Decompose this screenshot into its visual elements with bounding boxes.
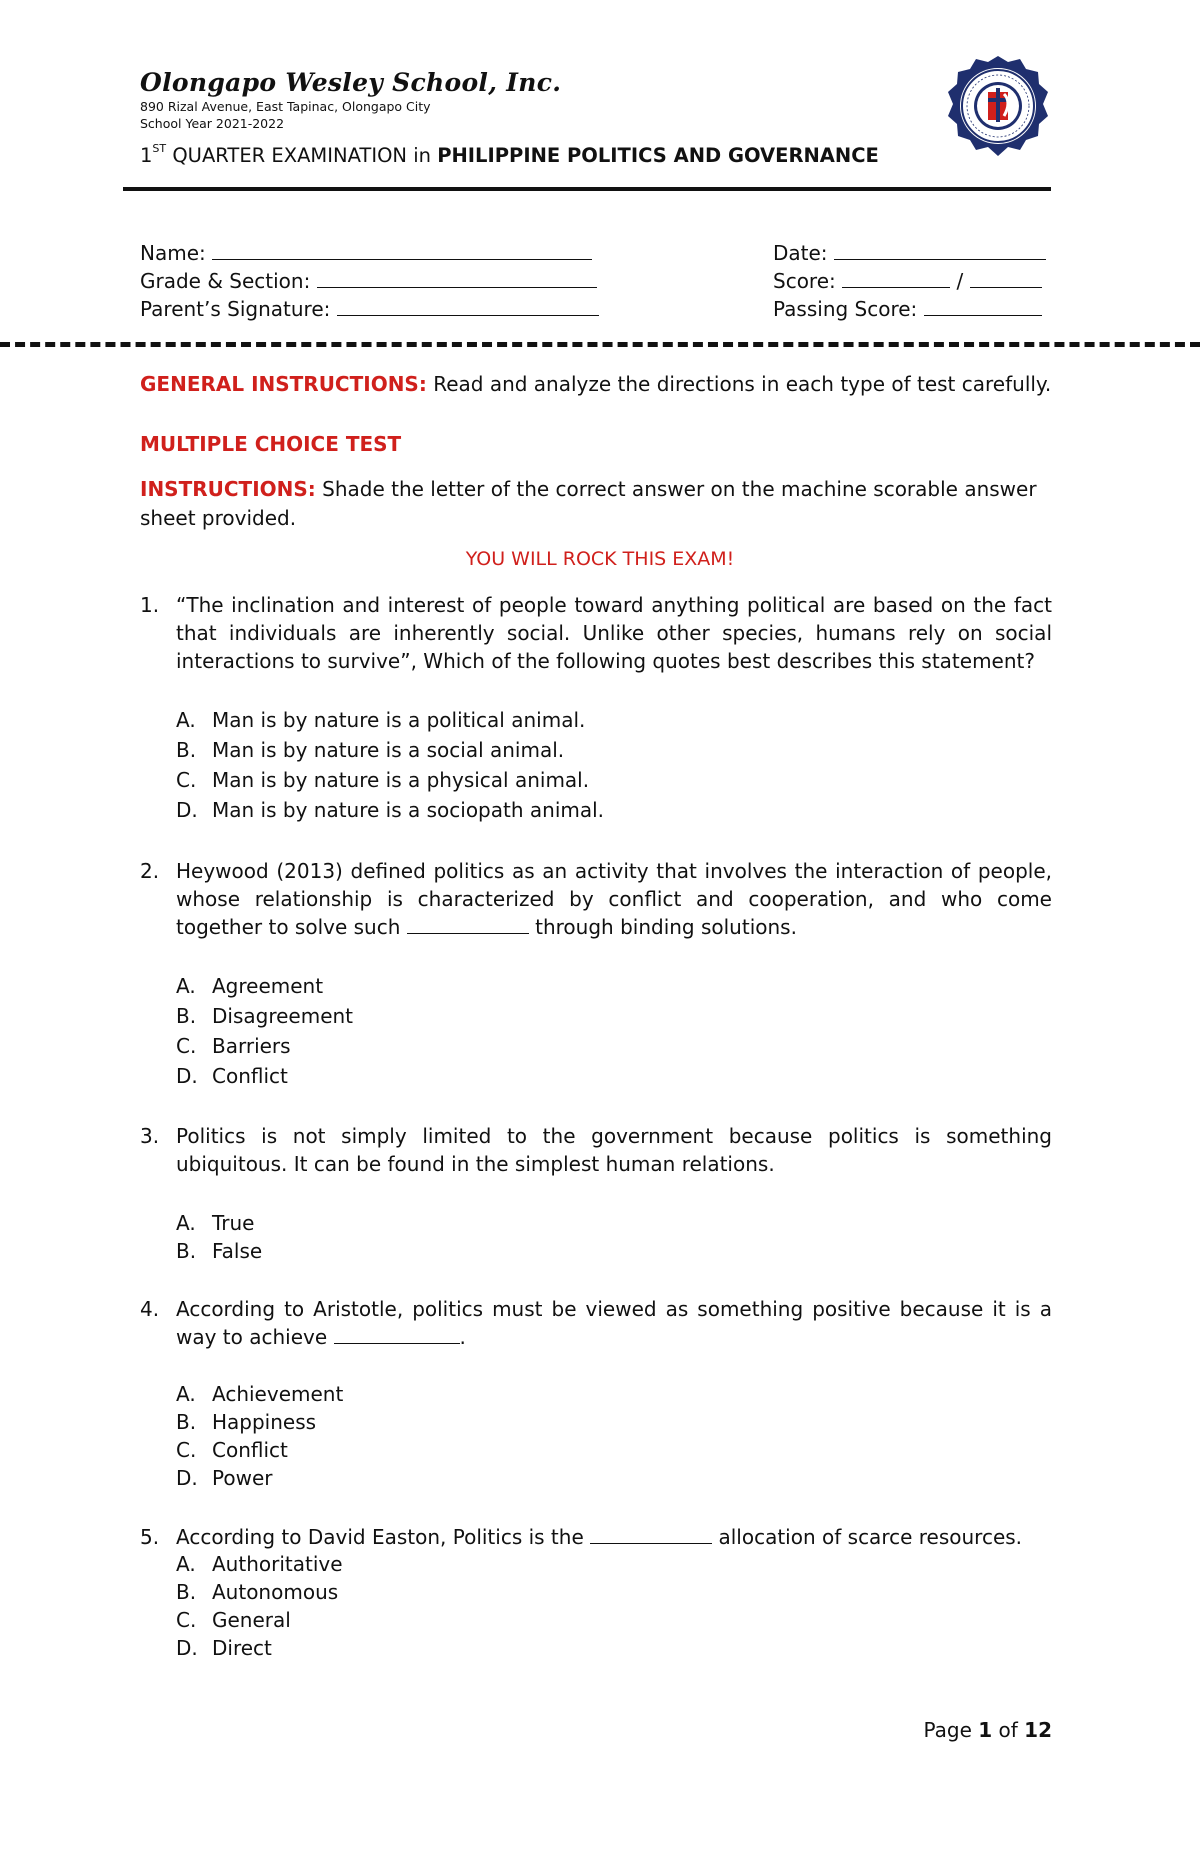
question-1-option-b[interactable]: B. Man is by nature is a social animal. (176, 738, 565, 762)
exam-title: 1ST QUARTER EXAMINATION in PHILIPPINE POLITICS AND GOVERNANCE (140, 142, 879, 167)
question-text: According to David Easton, Politics is the allocation of scarce resources. (176, 1525, 1023, 1549)
question-2-option-c[interactable]: C. Barriers (176, 1034, 291, 1058)
question-3-option-b[interactable]: B. False (176, 1239, 263, 1263)
question-5-option-c[interactable]: C. General (176, 1608, 291, 1632)
question-text: Politics is not simply limited to the government because politics is something ubiquitous. It can be found in the simplest human relations. (176, 1124, 1052, 1176)
question-2-option-a[interactable]: A. Agreement (176, 974, 324, 998)
passing-score-field[interactable]: Passing Score: (773, 297, 1042, 321)
question-number: 5. (140, 1525, 160, 1549)
parent-signature-field[interactable]: Parent’s Signature: (140, 297, 599, 321)
question-number: 1. (140, 593, 160, 617)
question-5-option-d[interactable]: D. Direct (176, 1636, 272, 1660)
motivation-text: YOU WILL ROCK THIS EXAM! (465, 548, 735, 570)
question-4-option-c[interactable]: C. Conflict (176, 1438, 288, 1462)
question-4-option-b[interactable]: B. Happiness (176, 1410, 317, 1434)
question-2-option-b[interactable]: B. Disagreement (176, 1004, 354, 1028)
question-5-option-b[interactable]: B. Autonomous (176, 1580, 339, 1604)
question-number: 4. (140, 1297, 160, 1321)
school-name: Olongapo Wesley School, Inc. (140, 68, 562, 97)
answer-blank (590, 1527, 712, 1544)
answer-blank (334, 1327, 460, 1344)
question-text: “The inclination and interest of people toward anything political are based on the fact that individuals are inherently social. Unlike other species, humans rely on social interactions to survive”, Which of the following quotes best describes this statement? (176, 593, 1052, 673)
date-field[interactable]: Date: (773, 241, 1046, 265)
question-2-option-d[interactable]: D. Conflict (176, 1064, 288, 1088)
general-instructions: GENERAL INSTRUCTIONS: Read and analyze the directions in each type of test carefully. (140, 372, 1052, 396)
question-4-option-d[interactable]: D. Power (176, 1466, 273, 1490)
name-field[interactable]: Name: (140, 241, 592, 265)
score-field[interactable]: Score: / (773, 269, 1042, 293)
question-number: 2. (140, 859, 160, 883)
question-number: 3. (140, 1124, 160, 1148)
question-5-option-a[interactable]: A. Authoritative (176, 1552, 343, 1576)
question-3 (140, 1122, 1052, 1178)
dashed-separator (0, 342, 1200, 347)
instructions: INSTRUCTIONS: Shade the letter of the correct answer on the machine scorable answer sheet provided. (140, 477, 1037, 530)
school-address: 890 Rizal Avenue, East Tapinac, Olongapo City (140, 99, 431, 114)
question-4-option-a[interactable]: A. Achievement (176, 1382, 344, 1406)
page-number: Page 1 of 12 (923, 1718, 1052, 1742)
question-3-option-a[interactable]: A. True (176, 1211, 255, 1235)
question-2 (140, 857, 1052, 941)
test-type-heading: MULTIPLE CHOICE TEST (140, 432, 402, 456)
school-year: School Year 2021-2022 (140, 116, 285, 131)
question-1 (140, 591, 1052, 675)
question-4 (140, 1295, 1052, 1351)
grade-section-field[interactable]: Grade & Section: (140, 269, 597, 293)
question-1-option-d[interactable]: D. Man is by nature is a sociopath animal. (176, 798, 605, 822)
header-rule (123, 187, 1051, 191)
question-text: According to Aristotle, politics must be viewed as something positive because it is a way to achieve . (176, 1297, 1052, 1349)
question-1-option-a[interactable]: A. Man is by nature is a political animal. (176, 708, 586, 732)
answer-blank (407, 917, 529, 934)
question-5 (140, 1523, 1052, 1551)
question-1-option-c[interactable]: C. Man is by nature is a physical animal. (176, 768, 590, 792)
school-seal-icon (944, 54, 1052, 162)
question-text: Heywood (2013) defined politics as an activity that involves the interaction of people, whose relationship is characterized by conflict and cooperation, and who come together to solve such through binding solutions. (176, 859, 1052, 939)
